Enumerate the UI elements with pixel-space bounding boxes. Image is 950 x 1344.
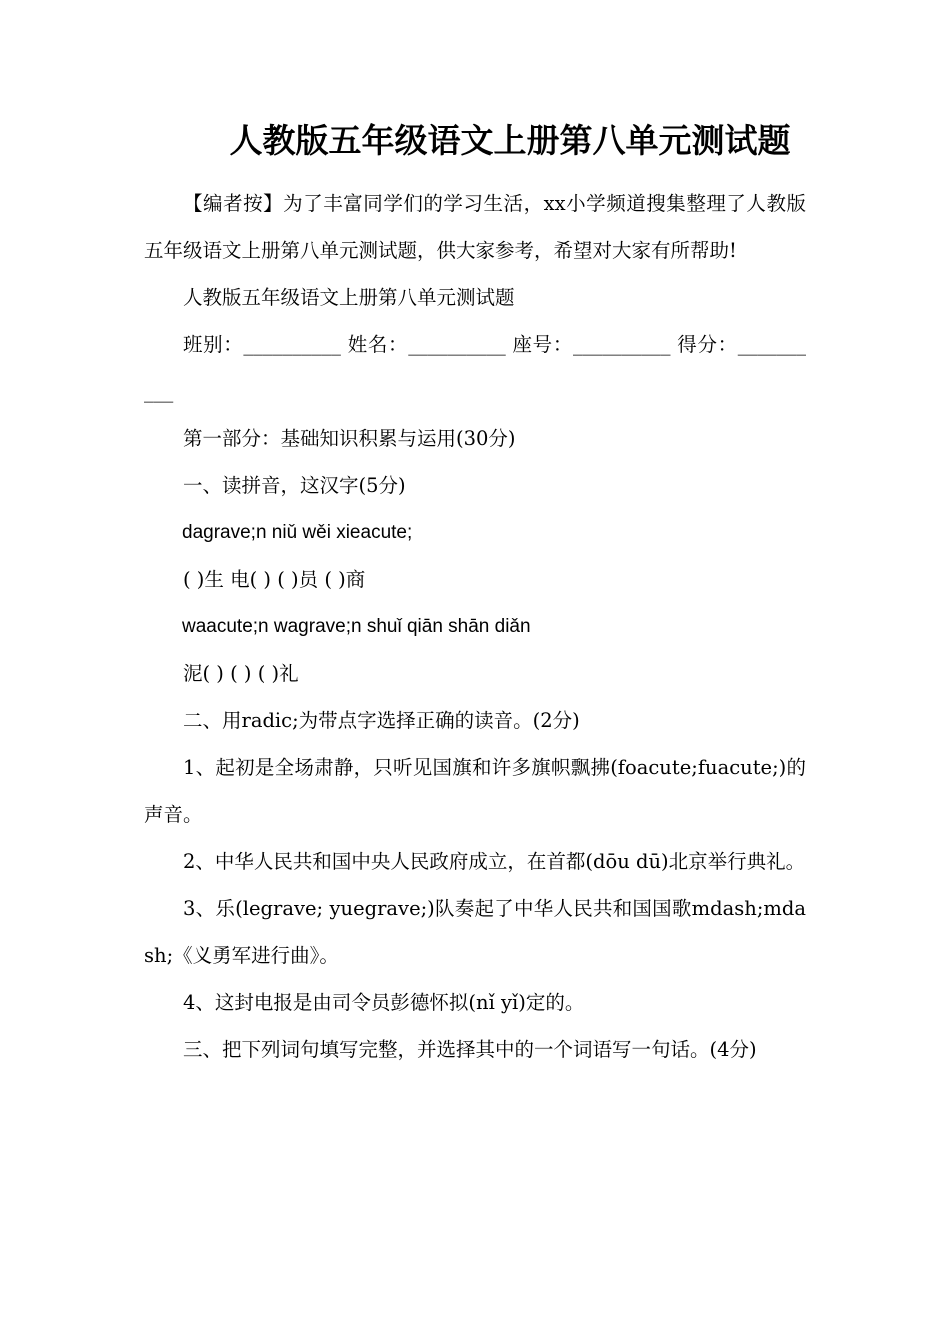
- document-body: [144, 180, 806, 1073]
- blank-line-2: 泥( ) ( ) ( )礼: [183, 662, 299, 685]
- section-two-heading: 二、用radic;为带点字选择正确的读音。(2分): [183, 709, 580, 732]
- part-one-heading: 第一部分：基础知识积累与运用(30分): [183, 427, 516, 450]
- editor-note: 【编者按】为了丰富同学们的学习生活，xx小学频道搜集整理了人教版五年级语文上册第八单元测试题，供大家参考，希望对大家有所帮助!: [144, 192, 806, 262]
- page-title: 人教版五年级语文上册第八单元测试题: [229, 121, 791, 160]
- section-one-heading: 一、读拼音，这汉字(5分): [183, 474, 406, 497]
- blank-line-1: ( )生 电( ) ( )员 ( )商: [183, 568, 366, 591]
- question-1: 1、起初是全场肃静，只听见国旗和许多旗帜飘拂(foacute;fuacute;)的声音。: [144, 756, 806, 826]
- subtitle-line: 人教版五年级语文上册第八单元测试题: [183, 286, 515, 309]
- section-three-heading: 三、把下列词句填写完整，并选择其中的一个词语写一句话。(4分): [183, 1038, 757, 1061]
- question-4: 4、这封电报是由司令员彭德怀拟(nǐ yǐ)定的。: [183, 991, 585, 1014]
- student-info-line: 班别：__________ 姓名：__________ 座号：__________ 得分：__________: [144, 333, 806, 403]
- question-3: 3、乐(legrave; yuegrave;)队奏起了中华人民共和国国歌mdash;mdash;《义勇军进行曲》。: [144, 897, 806, 967]
- pinyin-line-2: waacute;n wagrave;n shuǐ qiān shān diǎn: [182, 616, 531, 637]
- pinyin-line-1: dagrave;n niǔ wěi xieacute;: [182, 522, 413, 543]
- question-2: 2、中华人民共和国中央人民政府成立，在首都(dōu dū)北京举行典礼。: [183, 850, 806, 873]
